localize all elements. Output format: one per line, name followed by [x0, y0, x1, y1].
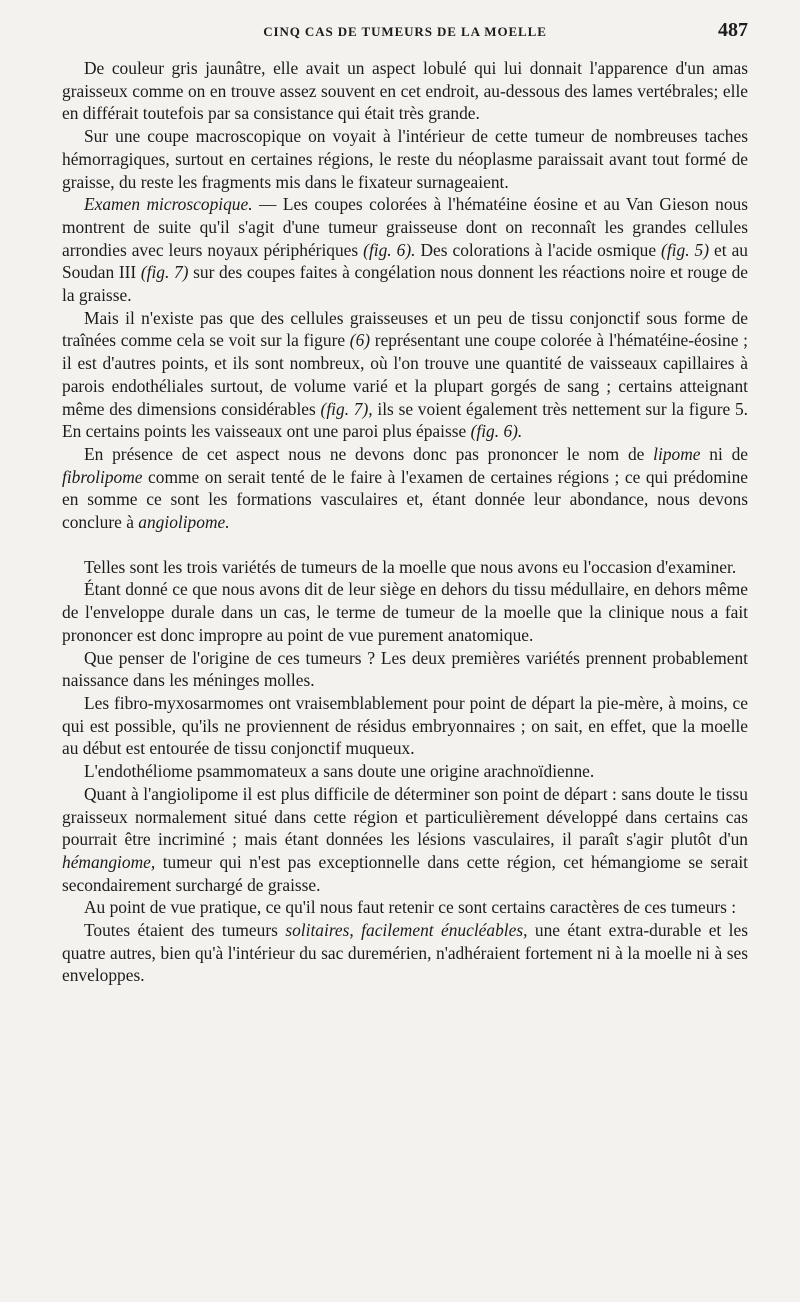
- text-run: Telles sont les trois variétés de tumeurs de la moelle que nous avons eu l'occasion d'examiner.: [84, 556, 737, 577]
- italic-text: (fig. 6).: [363, 239, 416, 260]
- paragraph: [62, 307, 748, 443]
- paragraph: [62, 193, 748, 307]
- text-run: une étant extra-durable et les quatre autres, bien qu'à l'intérieur du sac duremérien, n'adhéraient fortement ni à la moelle ni à ses enveloppes.: [62, 920, 748, 986]
- text-run: comme on serait tenté de le faire à l'examen de certaines régions ; ce qui prédomine en somme ce sont les formations vasculaires et, étant donnée leur abondance, nous devons conclure à: [62, 466, 748, 533]
- text-run: Les fibro-myxosarmomes ont vraisemblablement pour point de départ la pie-mère, à moins, ce qui est possible, qu'ils ne proviennent de résidus embryonnaires ; on sait, en effet, que la moelle au début est entourée de tissu conjonctif muqueux.: [62, 692, 748, 759]
- paragraph: [62, 760, 748, 783]
- italic-text: (fig. 7): [140, 262, 189, 283]
- text-run: En présence de cet aspect nous ne devons donc pas prononcer le nom de: [84, 443, 654, 464]
- paragraph: [62, 57, 748, 125]
- body-text: [62, 57, 748, 987]
- text-run: Étant donné ce que nous avons dit de leur siège en dehors du tissu médullaire, en dehors même de l'enveloppe durale dans un cas, le terme de tumeur de la moelle que la clinique nous a fait prononcer est donc impropre au point de vue purement anatomique.: [62, 579, 748, 645]
- text-run: sur des coupes faites à congélation nous donnent les réactions noire et rouge de la graisse.: [62, 262, 748, 306]
- italic-text: hémangiome,: [62, 851, 156, 872]
- paragraph: [62, 692, 748, 760]
- text-run: De couleur gris jaunâtre, elle avait un aspect lobulé qui lui donnait l'apparence d'un amas graisseux comme on en trouve assez souvent en cet endroit, au-dessous des lames vertébrales; elle en différait toutefois par sa consistance qui était très grande.: [62, 58, 748, 124]
- text-run: Toutes étaient des tumeurs: [84, 920, 286, 941]
- italic-text: angiolipome.: [138, 512, 230, 533]
- running-head: [62, 16, 748, 46]
- paragraph: [62, 578, 748, 646]
- page-number: 487: [718, 19, 748, 41]
- italic-text: Examen microscopique.: [84, 194, 253, 215]
- text-run: L'endothéliome psammomateux a sans doute une origine arachnoïdienne.: [84, 761, 595, 782]
- italic-text: (fig. 5): [661, 239, 710, 260]
- italic-text: (fig. 7),: [320, 398, 373, 419]
- paragraph: [62, 783, 748, 897]
- italic-text: (fig. 6).: [470, 421, 523, 442]
- paragraph: [62, 556, 748, 579]
- text-run: Des colorations à l'acide osmique: [415, 239, 662, 260]
- italic-text: solitaires, facilement énucléables,: [285, 920, 528, 941]
- italic-text: lipome: [653, 443, 701, 464]
- text-run: ni de: [700, 443, 749, 464]
- text-run: et au Soudan III: [62, 239, 748, 283]
- text-run: Au point de vue pratique, ce qu'il nous faut retenir ce sont certains caractères de ces tumeurs :: [84, 897, 737, 918]
- paragraph: [62, 647, 748, 692]
- text-run: — Les coupes colorées à l'hématéine éosine et au Van Gieson nous montrent de suite qu'il s'agit d'une tumeur graisseuse dont on reconnaît les grandes cellules arrondies avec leurs noyaux périphériques: [62, 194, 748, 260]
- text-run: représentant une coupe colorée à l'hématéine-éosine ; il est d'autres points, et ils sont nombreux, où l'on trouve une quantité de vaisseaux capillaires à parois endothéliales surtout, de volume varié et la plupart gorgés de sang ; certains atteignant même des dimensions considérables: [62, 330, 749, 419]
- paragraph: [62, 896, 748, 919]
- paragraph: [62, 125, 748, 193]
- paragraph: [62, 919, 748, 987]
- text-run: Sur une coupe macroscopique on voyait à l'intérieur de cette tumeur de nombreuses taches hémorragiques, surtout en certaines régions, le reste du néoplasme paraissait avant tout formé de graisse, du reste les fragments mis dans le fixateur surnageaient.: [62, 126, 748, 192]
- paragraph: [62, 443, 748, 534]
- italic-text: (6): [349, 330, 371, 351]
- text-run: Quant à l'angiolipome il est plus difficile de déterminer son point de départ : sans doute le tissu graisseux normalement situé dans cette région et particulièrement développé dans certains cas pourrait être incriminé ; mais étant données les lésions vasculaires, il paraît s'agir plutôt d'un: [62, 783, 748, 850]
- running-title: CINQ CAS DE TUMEURS DE LA MOELLE: [263, 24, 547, 39]
- text-run: ils se voient également très nettement sur la figure 5. En certains points les vaisseaux ont une paroi plus épaisse: [62, 398, 749, 442]
- text-run: Que penser de l'origine de ces tumeurs ? Les deux premières variétés prennent probablement naissance dans les méninges molles.: [62, 647, 748, 691]
- italic-text: fibrolipome: [62, 466, 143, 487]
- text-run: tumeur qui n'est pas exceptionnelle dans cette région, cet hémangiome se serait secondairement surchargé de graisse.: [62, 851, 748, 895]
- text-run: Mais il n'existe pas que des cellules graisseuses et un peu de tissu conjonctif sous forme de traînées comme cela se voit sur la figure: [62, 307, 748, 351]
